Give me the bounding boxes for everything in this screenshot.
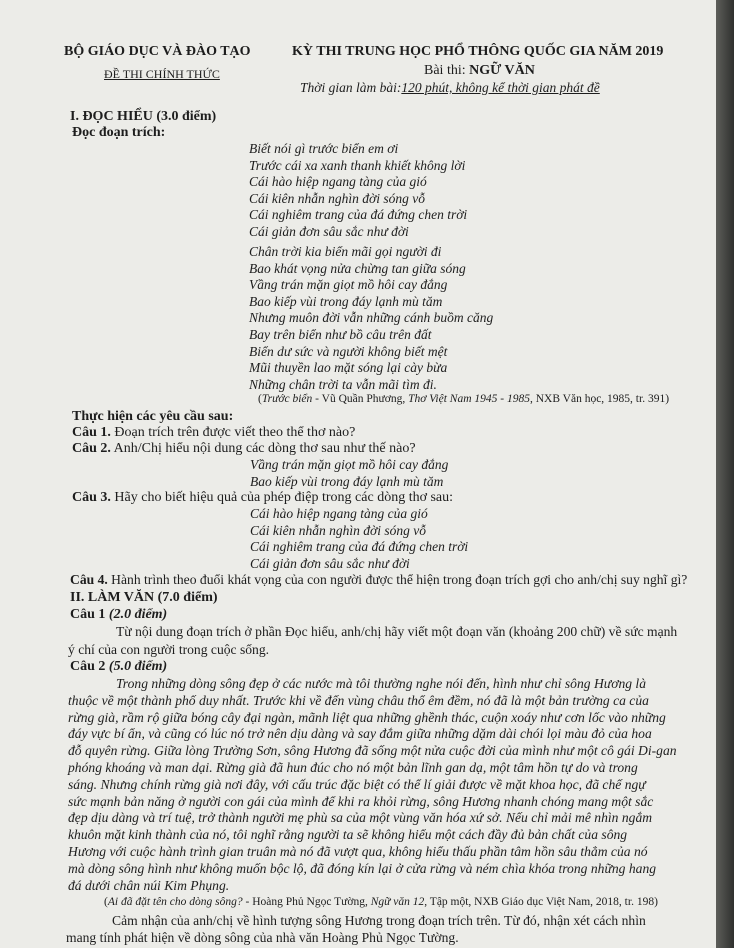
passage-citation-book: Ngữ văn 12 xyxy=(370,896,425,908)
poem-line: Trước cái xa xanh thanh khiết không lời xyxy=(249,157,466,173)
poem-line: Mũi thuyền lao mặt sóng lại cày bừa xyxy=(249,360,448,376)
time-text: 120 phút, không kể thời gian phát đề xyxy=(401,80,600,95)
poem-line: Bay trên biển như bồ câu trên đất xyxy=(249,326,432,342)
poem-line: Những chân trời ta vẫn mãi tìm đi. xyxy=(249,376,437,392)
poem-stanza-1 xyxy=(249,141,467,241)
essay-q2-task-line1: Cảm nhận của anh/chị về hình tượng sông Hương trong đoạn trích trên. Từ đó, nhận xét cách nhìn xyxy=(112,913,646,928)
question-4: Câu 4. Hành trình theo đuổi khát vọng của con người được thể hiện trong đoạn trích gợi cho anh/chị suy nghĩ gì? xyxy=(70,572,688,587)
poem-line: Cái hào hiệp ngang tàng của gió xyxy=(249,174,427,190)
question-3: Câu 3. Hãy cho biết hiệu quả của phép điệp trong các dòng thơ sau: xyxy=(72,490,454,505)
question-2-quote: Vầng trán mặn giọt mồ hôi cay đắng Bao kiếp vùi trong đáy lạnh mù tăm xyxy=(250,457,449,489)
essay-q2-task-line2: mang tính phát hiện về dòng sông của nhà văn Hoàng Phủ Ngọc Tường. xyxy=(66,930,459,945)
poem-line: Bao kiếp vùi trong đáy lạnh mù tăm xyxy=(249,293,443,309)
subject-line xyxy=(424,63,535,79)
citation-title: Trước biển xyxy=(261,393,313,405)
reading-passage: Trong những dòng sông đẹp ở các nước mà tôi thường nghe nói đến, hình như chỉ sông Hương là thuộc về một thành phố duy nhất. Trước khi về đến vùng châu thổ êm đềm, nó đã là một bản trường ca của rừng già, rầm rộ giữa bóng cây đại ngàn, mãnh liệt qua những ghềnh thác, cuộn xoáy như cơn lốc vào những đáy vực bí ẩn, và cũng có lúc nó trở nên dịu dàng và say đắm giữa những dặm dài chói lọi màu đỏ của hoa đỗ quyên rừng. Giữa lòng Trường Sơn, sông Hương đã sống một nửa cuộc đời của mình như một cô gái Di-gan phóng khoáng và man dại. Rừng già đã hun đúc cho nó một bản lĩnh gan dạ, một tâm hồn tự do và trong sáng. Nhưng chính rừng già nơi đây, với cấu trúc đặc biệt có thể lí giải được về mặt khoa học, đã chế ngự sức mạnh bản năng ở người con gái của mình để khi ra khỏi rừng, sông Hương nhanh chóng mang một sắc đẹp dịu dàng và trí tuệ, trở thành người mẹ phù sa của một vùng văn hóa xứ sở. Nếu chỉ mải mê nhìn ngắm khuôn mặt kinh thành của nó, tôi nghĩ rằng người ta sẽ không hiểu một cách đầy đủ bản chất của sông Hương với cuộc hành trình gian truân mà nó đã vượt qua, không hiểu thấu phần tâm hồn sâu thẳm của nó mà dòng sông hình như không muốn bộc lộ, đã đóng kín lại ở cửa rừng và ném chìa khóa trong những hang đá dưới chân núi Kim Phụng. xyxy=(68,676,677,893)
passage-citation: (Ai đã đặt tên cho dòng sông? - Hoàng Phủ Ngọc Tường, Ngữ văn 12, Tập một, NXB Giáo dục Việt Nam, 2018, tr. 198) xyxy=(104,896,658,908)
question-2: Câu 2. Anh/Chị hiểu nội dung các dòng thơ sau như thế nào? xyxy=(72,441,416,456)
requirements-heading: Thực hiện các yêu cầu sau: xyxy=(72,409,234,424)
poem-line: Chân trời kia biển mãi gọi người đi xyxy=(249,244,442,259)
question-3-quote: Cái hào hiệp ngang tàng của gió Cái kiên nhẫn nghìn đời sóng vỗ Cái nghiêm trang của đá đứng chen trời Cái giản đơn sâu sắc như đời xyxy=(250,506,469,571)
essay-q1-text-line1: Từ nội dung đoạn trích ở phần Đọc hiểu, anh/chị hãy viết một đoạn văn (khoảng 200 chữ) về sức mạnh xyxy=(116,624,678,639)
poem-line: Biển dư sức và người không biết mệt xyxy=(249,343,448,359)
poem-line: Cái kiên nhẫn nghìn đời sóng vỗ xyxy=(249,190,425,206)
poem-line: Cái nghiêm trang của đá đứng chen trời xyxy=(249,207,468,223)
ministry-name: BỘ GIÁO DỤC VÀ ĐÀO TẠO xyxy=(64,44,251,59)
passage-citation-title: Ai đã đặt tên cho dòng sông? xyxy=(107,896,243,908)
poem-line: Bao khát vọng nửa chừng tan giữa sóng xyxy=(249,260,466,276)
time-line xyxy=(300,80,600,96)
question-1: Câu 1. Đoạn trích trên được viết theo thể thơ nào? xyxy=(72,425,356,440)
essay-q1-heading: Câu 1 (2.0 điểm) xyxy=(70,607,168,622)
subject-name: NGỮ VĂN xyxy=(469,63,535,78)
poem-stanza-2 xyxy=(249,244,493,393)
poem-line: Vầng trán mặn giọt mồ hôi cay đắng xyxy=(249,277,448,293)
section1-title: I. ĐỌC HIỂU (3.0 điểm) xyxy=(70,109,217,124)
subject-label: Bài thi: xyxy=(424,63,466,78)
paper-edge-shadow xyxy=(716,0,734,948)
essay-q2-heading: Câu 2 (5.0 điểm) xyxy=(70,659,168,674)
exam-type: ĐỀ THI CHÍNH THỨC xyxy=(104,67,220,81)
excerpt-intro: Đọc đoạn trích: xyxy=(72,125,166,140)
poem-line: Biết nói gì trước biển em ơi xyxy=(249,141,399,156)
time-label: Thời gian làm bài: xyxy=(300,80,402,95)
essay-q1-text-line2: ý chí của con người trong cuộc sống. xyxy=(68,642,270,657)
section2-title: II. LÀM VĂN (7.0 điểm) xyxy=(70,590,218,605)
citation-book: Thơ Việt Nam 1945 - 1985 xyxy=(408,393,530,405)
poem-citation: (Trước biển - Vũ Quần Phương, Thơ Việt Nam 1945 - 1985, NXB Văn học, 1985, tr. 391) xyxy=(258,393,670,405)
exam-title: KỲ THI TRUNG HỌC PHỔ THÔNG QUỐC GIA NĂM 2019 xyxy=(292,44,664,59)
poem-line: Cái giản đơn sâu sắc như đời xyxy=(249,223,409,239)
poem-line: Nhưng muôn đời vẫn những cánh buồm căng xyxy=(249,310,494,326)
